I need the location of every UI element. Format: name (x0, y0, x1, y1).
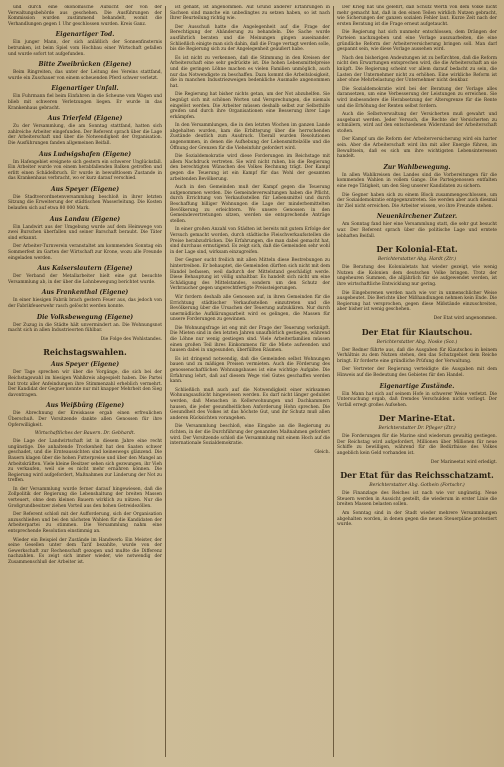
article-heading: Aus Landau (Eigene) (49, 215, 121, 223)
article-closing: Die Folge des Wohlstandes. (100, 336, 162, 342)
article-heading: Aus Ludwigshafen (Eigene) (38, 150, 132, 158)
paragraph: Ein junger Mann, der sich anläßlich der Sonnenfinsternis betrunken, ist beim Spiel vom Hochbau einer Wirtschaft gefallen und wurde sofort tot aufgefunden. (8, 40, 162, 57)
paragraph: Wir fordern deshalb alle Genossen auf, in ihren Gemeinden für die Errichtung städtischer Verkaufsstellen einzutreten und die Bevölkerung über die Ursachen der Teuerung aufzuklären. Nur durch unermüdliche Aufklärungsarbeit wird es gelingen, die Massen für unsere Forderungen zu gewinnen. (170, 294, 330, 323)
paragraph: In den Versammlungen, die in den letzten Wochen im ganzen Lande abgehalten wurden, kam die Erbitterung über die herrschenden Zustände deutlich zum Ausdruck. Überall wurden Resolutionen angenommen, in denen die Aufhebung der Lebensmittelzölle und die Öffnung der Grenzen für die Vieheinfuhr gefordert wird. (170, 123, 330, 151)
section-heading: Der Etat für das Reichsschatzamt. (340, 470, 494, 481)
paragraph: Der Tage sprechen wir über die Vorgänge, die sich bei der Reichstagswahl im hiesigen Wahlkreis abgespielt haben. Die Partei hat trotz aller Anfeindungen ihre Stimmenzahl erheblich vermehrt. Der Kandidat der Gegner konnte nur mit knapper Mehrheit den Sieg davontragen. (8, 370, 162, 398)
paragraph: Schließlich muß auch auf die Notwendigkeit einer wirksamen Wohnungsaufsicht hingewiesen werden. Es darf nicht länger geduldet werden, daß Menschen in Kellerwohnungen und Dachkammern hausen, die jeder gesundheitlichen Anforderung Hohn sprechen. Die Gesundheit des Volkes ist das höchste Gut, und ihr Schutz muß allen anderen Rücksichten vorangehen. (170, 387, 330, 421)
paragraph: Ein Landwirt aus der Umgebung wurde auf dem Heimwege von zwei Burschen überfallen und seiner Barschaft beraubt. Die Täter sind erkannt. (8, 224, 162, 241)
paragraph: Die Sozialdemokratie wird diese Forderungen im Reichstage mit allem Nachdruck vertreten. Sie wird nicht ruhen, bis die Regierung den berechtigten Wünschen des Volkes Rechnung trägt. Der Kampf gegen die Teuerung ist ein Kampf für das Wohl der gesamten arbeitenden Bevölkerung. (170, 154, 330, 182)
paragraph: Der Verband der Metallarbeiter hielt eine gut besuchte Versammlung ab, in der über die Lohnbewegung berichtet wurde. (8, 274, 162, 285)
paragraph: Am Sonntag sind in der Stadt wieder mehrere Versammlungen abgehalten worden, in denen gegen die neuen Steuerpläne protestiert wurde. (337, 511, 497, 528)
column-1 (8, 5, 162, 757)
paragraph: Der Krieg hat uns gelehrt, daß Schutz Werth von dem Volke nicht mehr gemacht hat, daß in den einen Teilen wirklich Nutzen gebracht, wie Sicherungen der ganzen sozialen Fehler laut. Kurze Zeit nach der ersten Beratung ist die Frage erneut aufgetaucht. (337, 5, 497, 27)
article-heading: Aus Frankenthal (Eigene) (41, 289, 129, 297)
paragraph: Der Vertreter der Regierung verteidigte die Ausgaben mit dem Hinweis auf die Bedeutung des Gebietes für den Handel. (337, 367, 497, 378)
article-heading: Bitte Zweibrücken (Eigene) (38, 61, 132, 69)
section-heading: Reichstagswahlen. (43, 347, 127, 358)
paragraph: ist gehabt, ist angenommen. Auf Grund anderer Erfahrungen in Sachsen sind manche ein unbedingtes zu setzen haben, so ist nach Ihrer Beurteilung richtig wie. (170, 5, 330, 22)
paragraph: Die Regierung hat bisher nichts getan, um der Not abzuhelfen. Sie begnügt sich mit schönen Worten und Versprechungen, die niemals eingelöst werden. Die Arbeiter müssen deshalb selbst zur Selbsthilfe greifen und durch ihre Organisationen eine Besserung ihrer Lage erkämpfen. (170, 92, 330, 120)
paragraph: Ein Fuhrmann fiel beim Einfahren in die Scheune vom Wagen und blieb mit schweren Verletzungen liegen. Er wurde in das Krankenhaus gebracht. (8, 94, 162, 111)
paragraph: Wieder ein Beispiel der Zustände im Handwerk: Ein Meister, der seine Gesellen unter dem Tarif bezahlte, wurde von der Gewerkschaft zur Rechenschaft gezogen und mußte die Differenz nachzahlen. Es zeigt sich immer wieder, wie notwendig der Zusammenschluß der Arbeiter ist. (8, 537, 162, 565)
paragraph: Die Stadtverordnetenversammlung beschloß in ihrer letzten Sitzung die Erweiterung der städtischen Wasserleitung. Die Kosten belaufen sich auf etwa 80 000 Mark. (8, 194, 162, 212)
paragraph: Die Eingeborenen werden nach wie vor in unmenschlicher Weise ausgebeutet. Die Berichte über Mißhandlungen nehmen kein Ende. Die Regierung hat versprochen, gegen diese Mißstände einzuschreiten, aber bisher ist wenig geschehen. (337, 290, 497, 313)
article-heading: Aus Speyer (Eigene) (50, 361, 120, 369)
article-closing: Gleich. (314, 449, 330, 455)
paragraph: Die Versammlung beschloß, eine Eingabe an die Regierung zu richten, in der die Durchführung der genannten Maßnahmen gefordert wird. Der Vorsitzende schloß die Versammlung mit einem Hoch auf die internationale Sozialdemokratie. (170, 424, 330, 447)
paragraph: Die Regierung hat sich nunmehr entschlossen, dem Drängen der Parteien nachzugeben und eine Vorlage auszuarbeiten, die eine gründliche Reform der Arbeiterversicherung bringen soll. Man darf gespannt sein, wie diese Vorlage aussehen wird. (337, 30, 497, 53)
article-subheading: Berichterstatter Abg. Noske (Soz.) (376, 339, 458, 345)
paragraph: Der Referent schloß mit der Aufforderung, sich der Organisation anzuschließen und bei den nächsten Wahlen für die Kandidaten der Arbeiterpartei zu stimmen. Die Versammlung nahm eine entsprechende Resolution einstimmig an. (8, 512, 162, 535)
article-heading: Aus Kaiserslautern (Eigene) (37, 265, 133, 273)
paragraph: Der Kampf um die Reform der Arbeiterversicherung wird ein harter sein. Aber die Arbeiterschaft wird ihn mit aller Energie führen, im Bewußtsein, daß es sich um ihre wichtigsten Lebensinteressen handelt. (337, 137, 497, 160)
paragraph: Beim Ringreiten, das unter der Leitung des Vereins stattfand, wurde ein Zuschauer von einem scheuenden Pferd schwer verletzt. (8, 70, 162, 81)
paragraph: Der Gegner sucht freilich mit allen Mitteln diese Bestrebungen zu hintertreiben. Er behauptet, die Gemeinden dürften sich nicht mit dem Handel befassen, weil dadurch der Mittelstand geschädigt werde. Diese Behauptung ist völlig unhaltbar. Es handelt sich nicht um eine Schädigung des Mittelstandes, sondern um den Schutz der Verbraucher gegen ungerechtfertigte Preissteigerungen. (170, 258, 330, 292)
paragraph: Nach den bisherigen Andeutungen ist zu befürchten, daß die Reform nicht den Erwartungen entsprechen wird, die die Arbeiterschaft an sie knüpft. Die Regierung scheint vor allem darauf bedacht zu sein, die Lasten der Unternehmer nicht zu erhöhen. Eine wirkliche Reform ist aber ohne Mehrbelastung der Unternehmer nicht denkbar. (337, 55, 497, 84)
paragraph: Es ist nicht zu verkennen, daß die Stimmung in den Kreisen der Arbeiterschaft eine sehr gedrückte ist. Die hohen Lebensmittelpreise und die geringen Löhne machen es vielen Familien unmöglich, auch nur das Notwendigste zu beschaffen. Dazu kommt die Arbeitslosigkeit, die in manchen Industriezweigen bedenkliche Ausmaße angenommen hat. (170, 55, 330, 89)
paragraph: In einer hiesigen Fabrik brach gestern Feuer aus, das jedoch von der Fabrikfeuerwehr rasch gelöscht werden konnte. (8, 298, 162, 309)
article-heading: Zur Wahlbewegung. (383, 163, 451, 171)
column-rule (165, 6, 166, 757)
article-subheading: Berichterstatter Abg. Gothein (Fortschr.) (369, 483, 465, 489)
paragraph: Am Sonntag fand hier eine Versammlung statt, die sehr gut besucht war. Der Referent sprach über die politische Lage und erntete lebhaften Beifall. (337, 222, 497, 239)
paragraph: Die Beratung des Kolonialetats hat wieder gezeigt, wie wenig Nutzen die Kolonien dem deutschen Volke bringen. Trotz der ungeheuren Summen, die alljährlich für sie aufgewendet werden, ist ihre wirtschaftliche Entwicklung nur gering. (337, 265, 497, 287)
paragraph: Die Wohnungsfrage ist eng mit der Frage der Teuerung verknüpft. Die Mieten sind in den letzten Jahren unaufhörlich gestiegen, während die Löhne nur wenig gestiegen sind. Viele Arbeiterfamilien müssen einen großen Teil ihres Einkommens für die Miete aufwenden und hausen dabei in ungesunden, überfüllten Räumen. (170, 325, 330, 354)
column-2 (170, 5, 330, 757)
paragraph: Zu der Versammlung, die am Sonntag stattfand, hatten sich zahlreiche Arbeiter eingefunden. Der Referent sprach über die Lage der Arbeiterschaft und über die Notwendigkeit der Organisation. Die Ausführungen fanden allgemeinen Beifall. (8, 124, 162, 146)
article-closing: Der Marineetat wird erledigt. (430, 459, 497, 465)
paragraph: Die Sozialdemokratie wird bei der Beratung der Vorlage alles daransetzen, um eine Verbesserung der Leistungen zu erreichen. Sie wird insbesondere die Herabsetzung der Altersgrenze für die Rente und die Erhöhung der Renten selbst fordern. (337, 86, 497, 109)
paragraph: Der Ausschuß hatte die Angelegenheit auf die Frage der Berechtigung der Abänderung zu behandeln. Die Sache wurde ausführlich beraten und die Meinungen gingen auseinander. Schließlich einigte man sich dahin, daß die Frage vertagt werden solle, bis die Regierung sich zu der Angelegenheit geäußert habe. (170, 24, 330, 53)
paragraph: Ein Mann hat sich auf seinem Hofe in schwerer Weise verletzt. Die Untersuchung ergab, daß fremdes Verschulden nicht vorliegt. Der Vorfall erregt großes Aufsehen. (337, 391, 497, 408)
paragraph: und durch eine ökonomische Aufsicht der von der Verwaltungsbehörde aus geschehen. Die Ausführungen der Kommission wurden zustimmend behandelt, womit die Verhandlungen gegen 1 Uhr geschlossen wurden. Kreis Ganz. (8, 5, 162, 27)
section-heading: Der Kolonial-Etat. (376, 244, 458, 255)
section-heading: Der Etat für Kiautschou. (361, 326, 473, 337)
paragraph: In einer großen Anzahl von Städten ist bereits mit gutem Erfolge der Versuch gemacht worden, durch städtische Fleischverkaufsstellen die Preise herabzudrücken. Die Erfahrungen, die man dabei gemacht hat, sind durchaus ermutigend. Es zeigt sich, daß die Gemeinden sehr wohl in der Lage sind, wirksam einzugreifen. (170, 227, 330, 255)
paragraph: Im Hafengebiet ereignete sich gestern ein schwerer Unglücksfall. Ein Arbeiter wurde von einem herabfallenden Balken getroffen und erlitt einen Schädelbruch. Er wurde in bewußtlosem Zustande in das Krankenhaus verbracht, wo er kurz darauf verschied. (8, 159, 162, 182)
column-3 (337, 5, 497, 757)
paragraph: In der Versammlung wurde ferner darauf hingewiesen, daß die Zollpolitik der Regierung die Lebenshaltung der breiten Massen verteuert, ohne dem kleinen Bauern wirklich zu nützen. Nur die Großgrundbesitzer ziehen Vorteil aus den hohen Getreidezöllen. (8, 486, 162, 509)
paragraph: Die Forderungen für die Marine sind wiederum gewaltig gestiegen. Der Reichstag wird aufgefordert, Millionen über Millionen für neue Schiffe zu bewilligen, während für die Bedürfnisse des Volkes angeblich kein Geld vorhanden ist. (337, 434, 497, 457)
paragraph: Es ist dringend notwendig, daß die Gemeinden selbst Wohnungen bauen und zu mäßigen Preisen vermieten. Auch die Förderung des genossenschaftlichen Wohnungsbaues ist eine wichtige Aufgabe. Die Erfahrung lehrt, daß auf diesem Wege viel Gutes geschaffen werden kann. (170, 356, 330, 385)
article-heading: Die Volksbewegung (Eigene) (36, 313, 134, 321)
column-rule (333, 6, 334, 757)
article-heading: Aus Trierfeld (Eigene) (47, 115, 123, 123)
paragraph: Die Finanzlage des Reiches ist nach wie vor ungünstig. Neue Steuern werden in Aussicht gestellt, die wiederum in erster Linie die breiten Massen belasten sollen. (337, 491, 497, 508)
article-heading: Eigenartige Zustände. (379, 382, 455, 390)
section-heading: Der Marine-Etat. (378, 413, 455, 424)
paragraph: Die Gegner haben sich zu einem Block zusammengeschlossen, um der Sozialdemokratie entgegenzutreten. Sie werden aber auch diesmal ihr Ziel nicht erreichen. Die Arbeiter wissen, wo ihre Freunde stehen. (337, 192, 497, 209)
article-heading: Aus Weißbürg (Eigene) (45, 402, 125, 410)
article-subheading: Wirtschaftliches der Bauern. Dr. Gebhardt. (34, 431, 136, 437)
article-heading: Aus Speyer (Eigene) (50, 185, 120, 193)
paragraph: Die Lage der Landwirtschaft ist in diesem Jahre eine recht ungünstige. Die anhaltende Trockenheit hat den Saaten schwer geschadet, und die Ernteaussichten sind keineswegs glänzend. Die Bauern klagen über die hohen Futterpreise und über den Mangel an Arbeitskräften. Viele kleine Besitzer sehen sich gezwungen, ihr Vieh zu verkaufen, weil sie es nicht mehr ernähren können. Die Regierung wird aufgefordert, Maßnahmen zur Linderung der Not zu treffen. (8, 439, 162, 484)
article-heading: Eigenartiger Tod. (55, 31, 115, 39)
paragraph: Die Abrechnung der Kreiskasse ergab einen erfreulichen Überschuß. Der Vorsitzende dankte allen Genossen für ihre Opferwilligkeit. (8, 411, 162, 428)
paragraph: Der Zuzug in die Städte hält unvermindert an. Die Wohnungsnot macht sich in allen Industrieorten fühlbar. (8, 322, 162, 334)
paragraph: In allen Wahlkreisen des Landes sind die Vorbereitungen für die kommenden Wahlen in vollem Gange. Die Parteigenossen entfalten eine rege Tätigkeit, um den Sieg unserer Kandidaten zu sichern. (337, 172, 497, 190)
article-subheading: Berichterstatter Dr. Pfleger (Ztr.) (378, 426, 456, 432)
article-subheading: Berichterstatter Abg. Hardt (Ztr.) (377, 257, 457, 263)
paragraph: Der Arbeiter-Turnverein veranstaltet am kommenden Sonntag ein Sommerfest im Garten der Wirtschaft zur Krone, wozu alle Freunde eingeladen werden. (8, 244, 162, 261)
paragraph: Auch die Selbstverwaltung der Versicherten muß gewahrt und ausgebaut werden. Jeder Versuch, die Rechte der Versicherten zu schmälern, wird auf den entschiedenen Widerstand der Arbeiterschaft stoßen. (337, 112, 497, 134)
article-closing: Der Etat wird angenommen. (433, 315, 497, 321)
article-heading: Eigenartiger Unfall. (51, 85, 119, 93)
paragraph: Der Redner führte aus, daß die Ausgaben für Kiautschou in keinem Verhältnis zu dem Nutzen stehen, den das Schutzgebiet dem Reiche bringt. Er forderte eine gründliche Prüfung der Verwaltung. (337, 347, 497, 364)
paragraph: Auch in den Gemeinden muß der Kampf gegen die Teuerung aufgenommen werden. Die Gemeindeverwaltungen haben die Pflicht, durch Errichtung von Verkaufsstellen für Lebensmittel und durch Beschaffung billiger Wohnungen die Lage der minderbemittelten Bevölkerung zu erleichtern. Wo unsere Genossen in den Gemeindevertretungen sitzen, werden sie entsprechende Anträge stellen. (170, 185, 330, 224)
article-heading: Neuenkirchener Zutzer. (376, 213, 458, 221)
